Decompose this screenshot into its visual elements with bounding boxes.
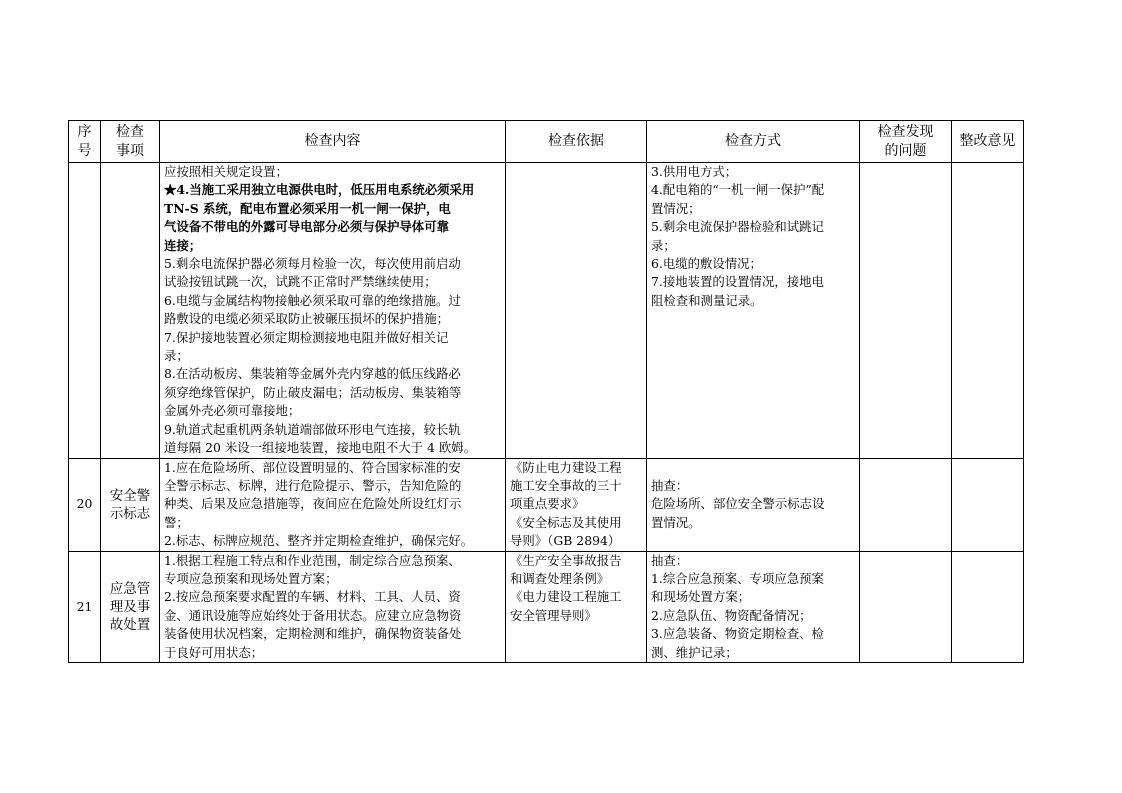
row-method: 抽查： 危险场所、部位安全警示标志设 置情况。 xyxy=(647,458,860,551)
row-method: 抽查： 1.综合应急预案、专项应急预案 和现场处置方案； 2.应急队伍、物资配备情况； 3.应急装备、物资定期检查、检 测、维护记录； xyxy=(647,551,860,662)
row-rectify xyxy=(952,551,1024,662)
row-rectify xyxy=(952,458,1024,551)
header-content: 检查内容 xyxy=(160,121,506,163)
row-item: 安全警 示标志 xyxy=(101,458,160,551)
star-icon: ★ xyxy=(164,182,177,198)
row-basis: 《防止电力建设工程 施工安全事故的三十 项重点要求》 《安全标志及其使用 导则》（GB 2894） xyxy=(506,458,647,551)
row-item: 应急管 理及事 故处置 xyxy=(101,551,160,662)
inspection-table xyxy=(68,120,1024,663)
row-issues xyxy=(860,551,952,662)
row-issues xyxy=(860,163,952,459)
row-content: 1.应在危险场所、部位设置明显的、符合国家标准的安 全警示标志、标牌，进行危险提示、警示，告知危险的 种类、后果及应急措施等，夜间应在危险处所设红灯示 警； 2.标志、标牌应规范、整齐并定期检查维护，确保完好。 xyxy=(160,458,506,551)
table-row xyxy=(69,458,1024,551)
header-index: 序 号 xyxy=(69,121,101,163)
row-index xyxy=(69,163,101,459)
header-basis: 检查依据 xyxy=(506,121,647,163)
row-index: 20 xyxy=(69,458,101,551)
row-index: 21 xyxy=(69,551,101,662)
row-basis xyxy=(506,163,647,459)
header-issues: 检查发现 的问题 xyxy=(860,121,952,163)
header-method: 检查方式 xyxy=(647,121,860,163)
header-rectify: 整改意见 xyxy=(952,121,1024,163)
row-issues xyxy=(860,458,952,551)
table-row xyxy=(69,163,1024,459)
row-content: 应按照相关规定设置； ★4.当施工采用独立电源供电时，低压用电系统必须采用 TN-S 系统，配电布置必须采用一机一闸一保护，电 气设备不带电的外露可导电部分必须与保护导体可靠 连接； 5.剩余电流保护器必须每月检验一次，每次使用前启动 试验按钮试跳一次，试跳不正常时严禁继续使用； 6.电缆与金属结构物接触必须采取可靠的绝缘措施。过 路敷设的电缆必须采取防止被碾压损坏的保护措施； 7.保护接地装置必须定期检测接地电阻并做好相关记 录； 8.在活动板房、集装箱等金属外壳内穿越的低压线路必 须穿绝缘管保护，防止破皮漏电；活动板房、集装箱等 金属外壳必须可靠接地； 9.轨道式起重机两条轨道端部做环形电气连接，较长轨 道每隔 20 米设一组接地装置，接地电阻不大于 4 欧姆。 xyxy=(160,163,506,459)
table-header-row xyxy=(69,121,1024,163)
row-method: 3.供用电方式； 4.配电箱的“一机一闸一保护”配 置情况； 5.剩余电流保护器检验和试跳记 录； 6.电缆的敷设情况； 7.接地装置的设置情况，接地电 阻检查和测量记录。 xyxy=(647,163,860,459)
table-row xyxy=(69,551,1024,662)
row-item xyxy=(101,163,160,459)
header-item: 检查 事项 xyxy=(101,121,160,163)
row-basis: 《生产安全事故报告 和调查处理条例》 《电力建设工程施工 安全管理导则》 xyxy=(506,551,647,662)
row-content: 1.根据工程施工特点和作业范围，制定综合应急预案、 专项应急预案和现场处置方案； 2.按应急预案要求配置的车辆、材料、工具、人员、资 金、通讯设施等应始终处于备用状态。应建立应急物资 装备使用状况档案，定期检测和维护，确保物资装备处 于良好可用状态； xyxy=(160,551,506,662)
row-rectify xyxy=(952,163,1024,459)
